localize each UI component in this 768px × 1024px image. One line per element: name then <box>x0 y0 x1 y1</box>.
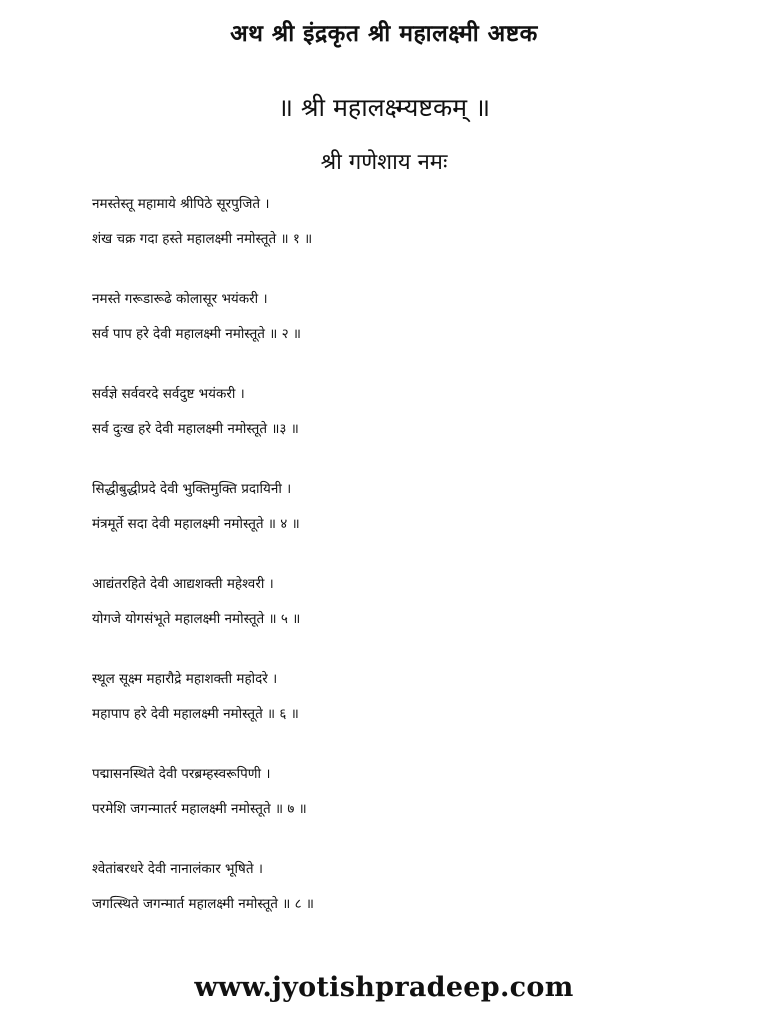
verse-line: परमेशि जगन्मातर्र महालक्ष्मी नमोस्तूते ॥ ७ ॥ <box>92 801 307 817</box>
page-title: अथ श्री इंद्रकृत श्री महालक्ष्मी अष्टक <box>230 21 538 47</box>
verse-line: नमस्ते गरूडारूढे कोलासूर भयंकरी । <box>92 291 268 307</box>
verse-line: सिद्धीबुद्धीप्रदे देवी भुक्तिमुक्ति प्रदायिनी । <box>92 481 292 497</box>
verse-line: सर्व पाप हरे देवी महालक्ष्मी नमोस्तूते ॥ २ ॥ <box>92 326 302 342</box>
verse-5 <box>92 575 712 670</box>
invocation-line: श्री गणेशाय नमः <box>320 150 448 175</box>
verse-line: मंत्रमूर्ते सदा देवी महालक्ष्मी नमोस्तूते ॥ ४ ॥ <box>92 516 300 532</box>
verse-4 <box>92 480 712 575</box>
website-url[interactable]: www.jyotishpradeep.com <box>194 972 574 1003</box>
verse-line: आद्यंतरहिते देवी आद्यशक्ती महेश्वरी । <box>92 576 274 592</box>
verses-list <box>92 195 712 955</box>
verse-line: सर्व दुःख हरे देवी महालक्ष्मी नमोस्तूते ॥३ ॥ <box>92 421 299 437</box>
verse-7 <box>92 765 712 860</box>
verse-line: श्वेतांबरधरे देवी नानालंकार भूषिते । <box>92 861 263 877</box>
verse-line: नमस्तेस्तू महामाये श्रीपिठे सूरपुजिते । <box>92 196 270 212</box>
verse-line: पद्मासनस्थिते देवी परब्रम्हस्वरूपिणी । <box>92 766 271 782</box>
verse-line: जगत्स्थिते जगन्मार्त महालक्ष्मी नमोस्तूते ॥ ८ ॥ <box>92 896 315 912</box>
verse-line: योगजे योगसंभूते महालक्ष्मी नमोस्तूते ॥ ५ ॥ <box>92 611 301 627</box>
verse-2 <box>92 290 712 385</box>
stotra-heading: ॥ श्री महालक्ष्म्यष्टकम् ॥ <box>277 93 491 122</box>
verse-line: शंख चक्र गदा हस्ते महालक्ष्मी नमोस्तूते ॥ १ ॥ <box>92 231 313 247</box>
verse-line: सर्वज्ञे सर्ववरदे सर्वदुष्ट भयंकरी । <box>92 386 245 402</box>
verse-line: महापाप हरे देवी महालक्ष्मी नमोस्तूते ॥ ६ ॥ <box>92 706 299 722</box>
verse-1 <box>92 195 712 290</box>
verse-line: स्थूल सूक्ष्म महारौद्रे महाशक्ती महोदरे । <box>92 671 278 687</box>
verse-6 <box>92 670 712 765</box>
verse-3 <box>92 385 712 480</box>
verse-8 <box>92 860 712 955</box>
